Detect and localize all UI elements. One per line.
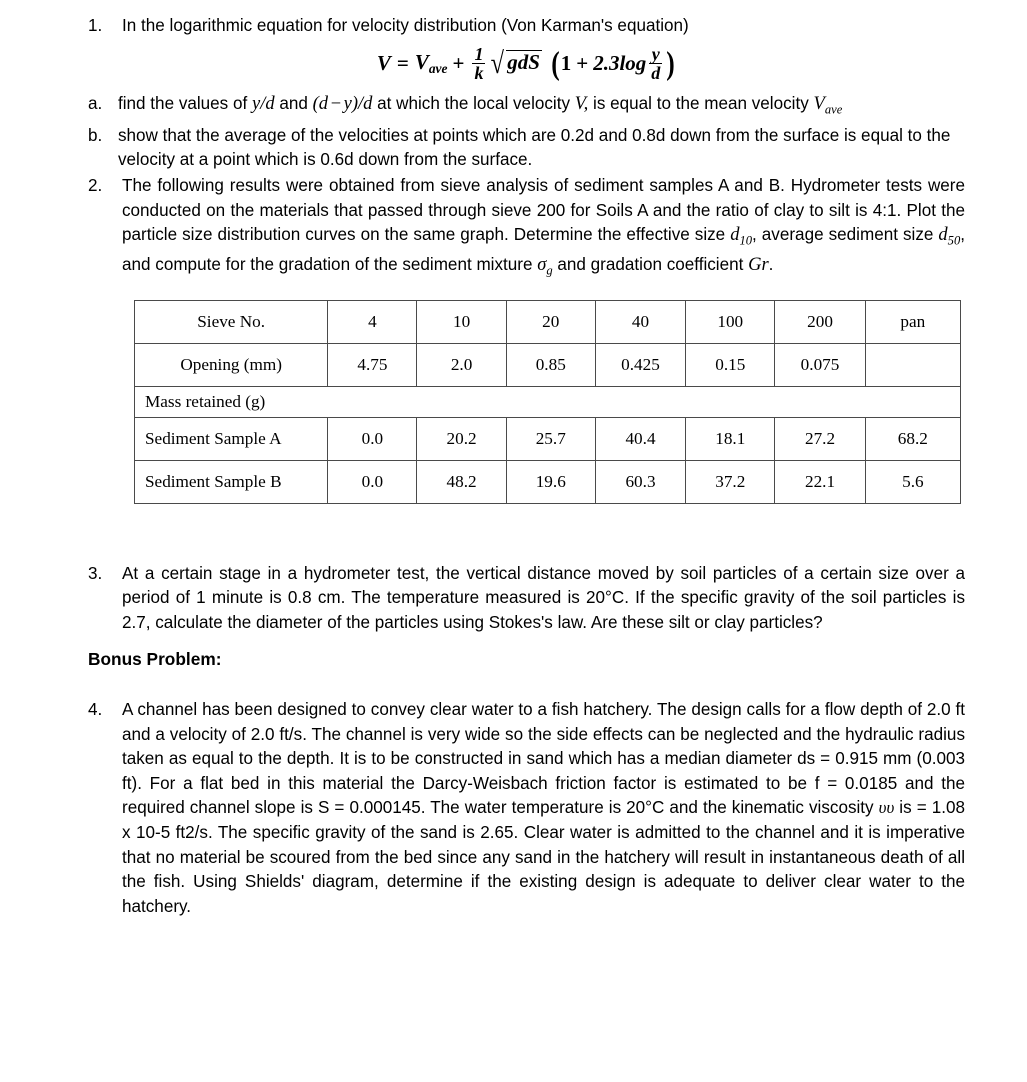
spacer-after-table — [88, 504, 965, 562]
bonus-problem-heading: Bonus Problem: — [88, 649, 222, 670]
cell-opening-6 — [865, 343, 960, 386]
cell-sample-a-4: 18.1 — [686, 417, 775, 460]
cell-sample-a-0: 0.0 — [328, 417, 417, 460]
cell-sample-b-0: 0.0 — [328, 460, 417, 503]
problem-1a — [88, 92, 965, 122]
cell-sample-b-5: 22.1 — [775, 460, 865, 503]
spacer-after-bonus-heading — [88, 672, 965, 698]
math-d10: $d_{10}$ — [730, 225, 753, 248]
cell-sample-a-label: Sediment Sample A — [135, 417, 328, 460]
cell-sample-a-1: 20.2 — [417, 417, 506, 460]
math-Gr: Gr — [748, 255, 769, 276]
table-row-sample-a — [135, 417, 961, 460]
problem-4-text: A channel has been designed to convey clear water to a fish hatchery. The design calls for a flow depth of 2.0 ft and a velocity of 2.0 ft/s. The channel is very wide so the side effects can be neglected and the hydraulic radius taken as equal to the depth. It is to be constructed in sand which has a median diameter ds = 0.915 mm (0.003 ft). For a flat bed in this material the Darcy-Weisbach friction factor is estimated to be f = 0.0185 and the required channel slope is S = 0.000145. The water temperature is 20°C and the kinematic viscosity υυ is = 1.08 x 10-5 ft2/s. The specific gravity of the sand is 2.65. Clear water is admitted to the channel and it is imperative that no material be scoured from the bed since any sand in the hatchery will result in instantaneous death of all the fish. Using Shields' diagram, determine if the existing design is adequate to deliver clear water to the hatchery. — [122, 700, 965, 916]
radical-sign: √ — [491, 46, 505, 81]
cell-opening-0: 4.75 — [328, 343, 417, 386]
cell-sample-b-3: 60.3 — [595, 460, 685, 503]
cell-sample-b-label: Sediment Sample B — [135, 460, 328, 503]
problem-1a-marker: a. — [88, 94, 103, 114]
table-row-sample-b — [135, 460, 961, 503]
math-V-ave: $V_{ave}$ — [813, 94, 843, 118]
problem-1b-text: show that the average of the velocities at points which are 0.2d and 0.8d down from the surface is equal to the velocity at a point which is 0.6d down from the surface. — [118, 125, 951, 170]
problem-3-text: At a certain stage in a hydrometer test, the vertical distance moved by soil particles of a certain size over a period of 1 minute is 0.8 cm. The temperature measured is 20°C. If the specific gravity of the soil particles is 2.7, calculate the diameter of the particles using Stokes's law. Are these silt or clay particles? — [122, 563, 965, 632]
cell-sieve-no-label: Sieve No. — [135, 300, 328, 343]
eq-lhs: V — [376, 51, 391, 76]
problem-1b-marker: b. — [88, 125, 103, 145]
cell-opening-3: 0.425 — [595, 343, 685, 386]
table-row-mass-retained-header — [135, 386, 961, 417]
cell-sample-b-6: 5.6 — [865, 460, 960, 503]
cell-sieve-no-2: 20 — [506, 300, 595, 343]
cell-opening-5: 0.075 — [775, 343, 865, 386]
spacer-before-bonus — [88, 635, 965, 647]
math-d50: $d_{50}$ — [938, 225, 961, 248]
problem-2-text: The following results were obtained from sieve analysis of sediment samples A and B. Hydrometer tests were conducted on the materials that passed through sieve 200 for Soils A and the ratio of clay to silt is 4:1. Plot the particle size distribution curves on the same graph. Determine the effective size $d_{10}$, average sediment size $d_{50}$, and compute for the gradation of the sediment mixture $\sigma_g$ and gradation coefficient Gr. — [122, 175, 965, 279]
cell-opening-1: 2.0 — [417, 343, 506, 386]
cell-opening-2: 0.85 — [506, 343, 595, 386]
von-karman-equation — [88, 45, 965, 83]
problem-1 — [88, 14, 965, 39]
problem-2-number: 2. — [88, 175, 103, 195]
eq-one: 1 — [560, 51, 572, 76]
math-d-minus-y-over-d: (d − y)/d — [312, 94, 373, 115]
eq-fraction-one-over-k: $\frac{1}{k}$ — [474, 43, 484, 84]
cell-mass-retained-label: Mass retained (g) — [135, 386, 961, 417]
math-y-over-d: y/d — [252, 94, 275, 115]
eq-plus: + — [452, 51, 465, 76]
problem-1-number: 1. — [88, 16, 103, 35]
cell-sieve-no-0: 4 — [328, 300, 417, 343]
cell-sieve-no-6: pan — [865, 300, 960, 343]
cell-sample-a-6: 68.2 — [865, 417, 960, 460]
math-V: V, — [574, 94, 589, 115]
math-sigma-g: $\sigma_g$ — [537, 255, 553, 279]
eq-fraction-y-over-d: $\frac{y}{d}$ — [651, 43, 661, 84]
problem-2 — [88, 174, 965, 284]
math-nu: υυ — [878, 798, 895, 818]
cell-sieve-no-5: 200 — [775, 300, 865, 343]
cell-sieve-no-4: 100 — [686, 300, 775, 343]
cell-sample-b-2: 19.6 — [506, 460, 595, 503]
problem-1-sublist — [88, 92, 965, 172]
eq-open-paren: ( — [551, 45, 560, 82]
problem-1-stem: In the logarithmic equation for velocity distribution (Von Karman's equation) — [122, 16, 689, 35]
sieve-analysis-table — [134, 300, 961, 504]
cell-sieve-no-3: 40 — [595, 300, 685, 343]
eq-coefficient: 2.3log — [593, 51, 647, 76]
problem-3-number: 3. — [88, 563, 103, 583]
problem-1b — [88, 124, 965, 173]
problem-3 — [88, 562, 965, 636]
eq-vave: Vave — [414, 49, 448, 76]
eq-equals: = — [396, 51, 409, 76]
eq-plus-2: + — [576, 51, 589, 76]
eq-close-paren: ) — [666, 45, 675, 82]
cell-sample-b-4: 37.2 — [686, 460, 775, 503]
eq-sqrt-gds: √ gdS — [491, 46, 540, 81]
table-row-opening — [135, 343, 961, 386]
problem-4-number: 4. — [88, 700, 103, 720]
cell-opening-4: 0.15 — [686, 343, 775, 386]
table-row-sieve-no — [135, 300, 961, 343]
problem-4 — [88, 698, 965, 919]
problem-1a-text: find the values of y/d and (d − y)/d at which the local velocity V, is equal to the mean velocity $V_{ave}$ — [118, 94, 843, 118]
cell-sieve-no-1: 10 — [417, 300, 506, 343]
cell-sample-a-3: 40.4 — [595, 417, 685, 460]
cell-sample-a-5: 27.2 — [775, 417, 865, 460]
cell-sample-b-1: 48.2 — [417, 460, 506, 503]
cell-opening-label: Opening (mm) — [135, 343, 328, 386]
sieve-analysis-table-container — [134, 300, 961, 504]
cell-sample-a-2: 25.7 — [506, 417, 595, 460]
